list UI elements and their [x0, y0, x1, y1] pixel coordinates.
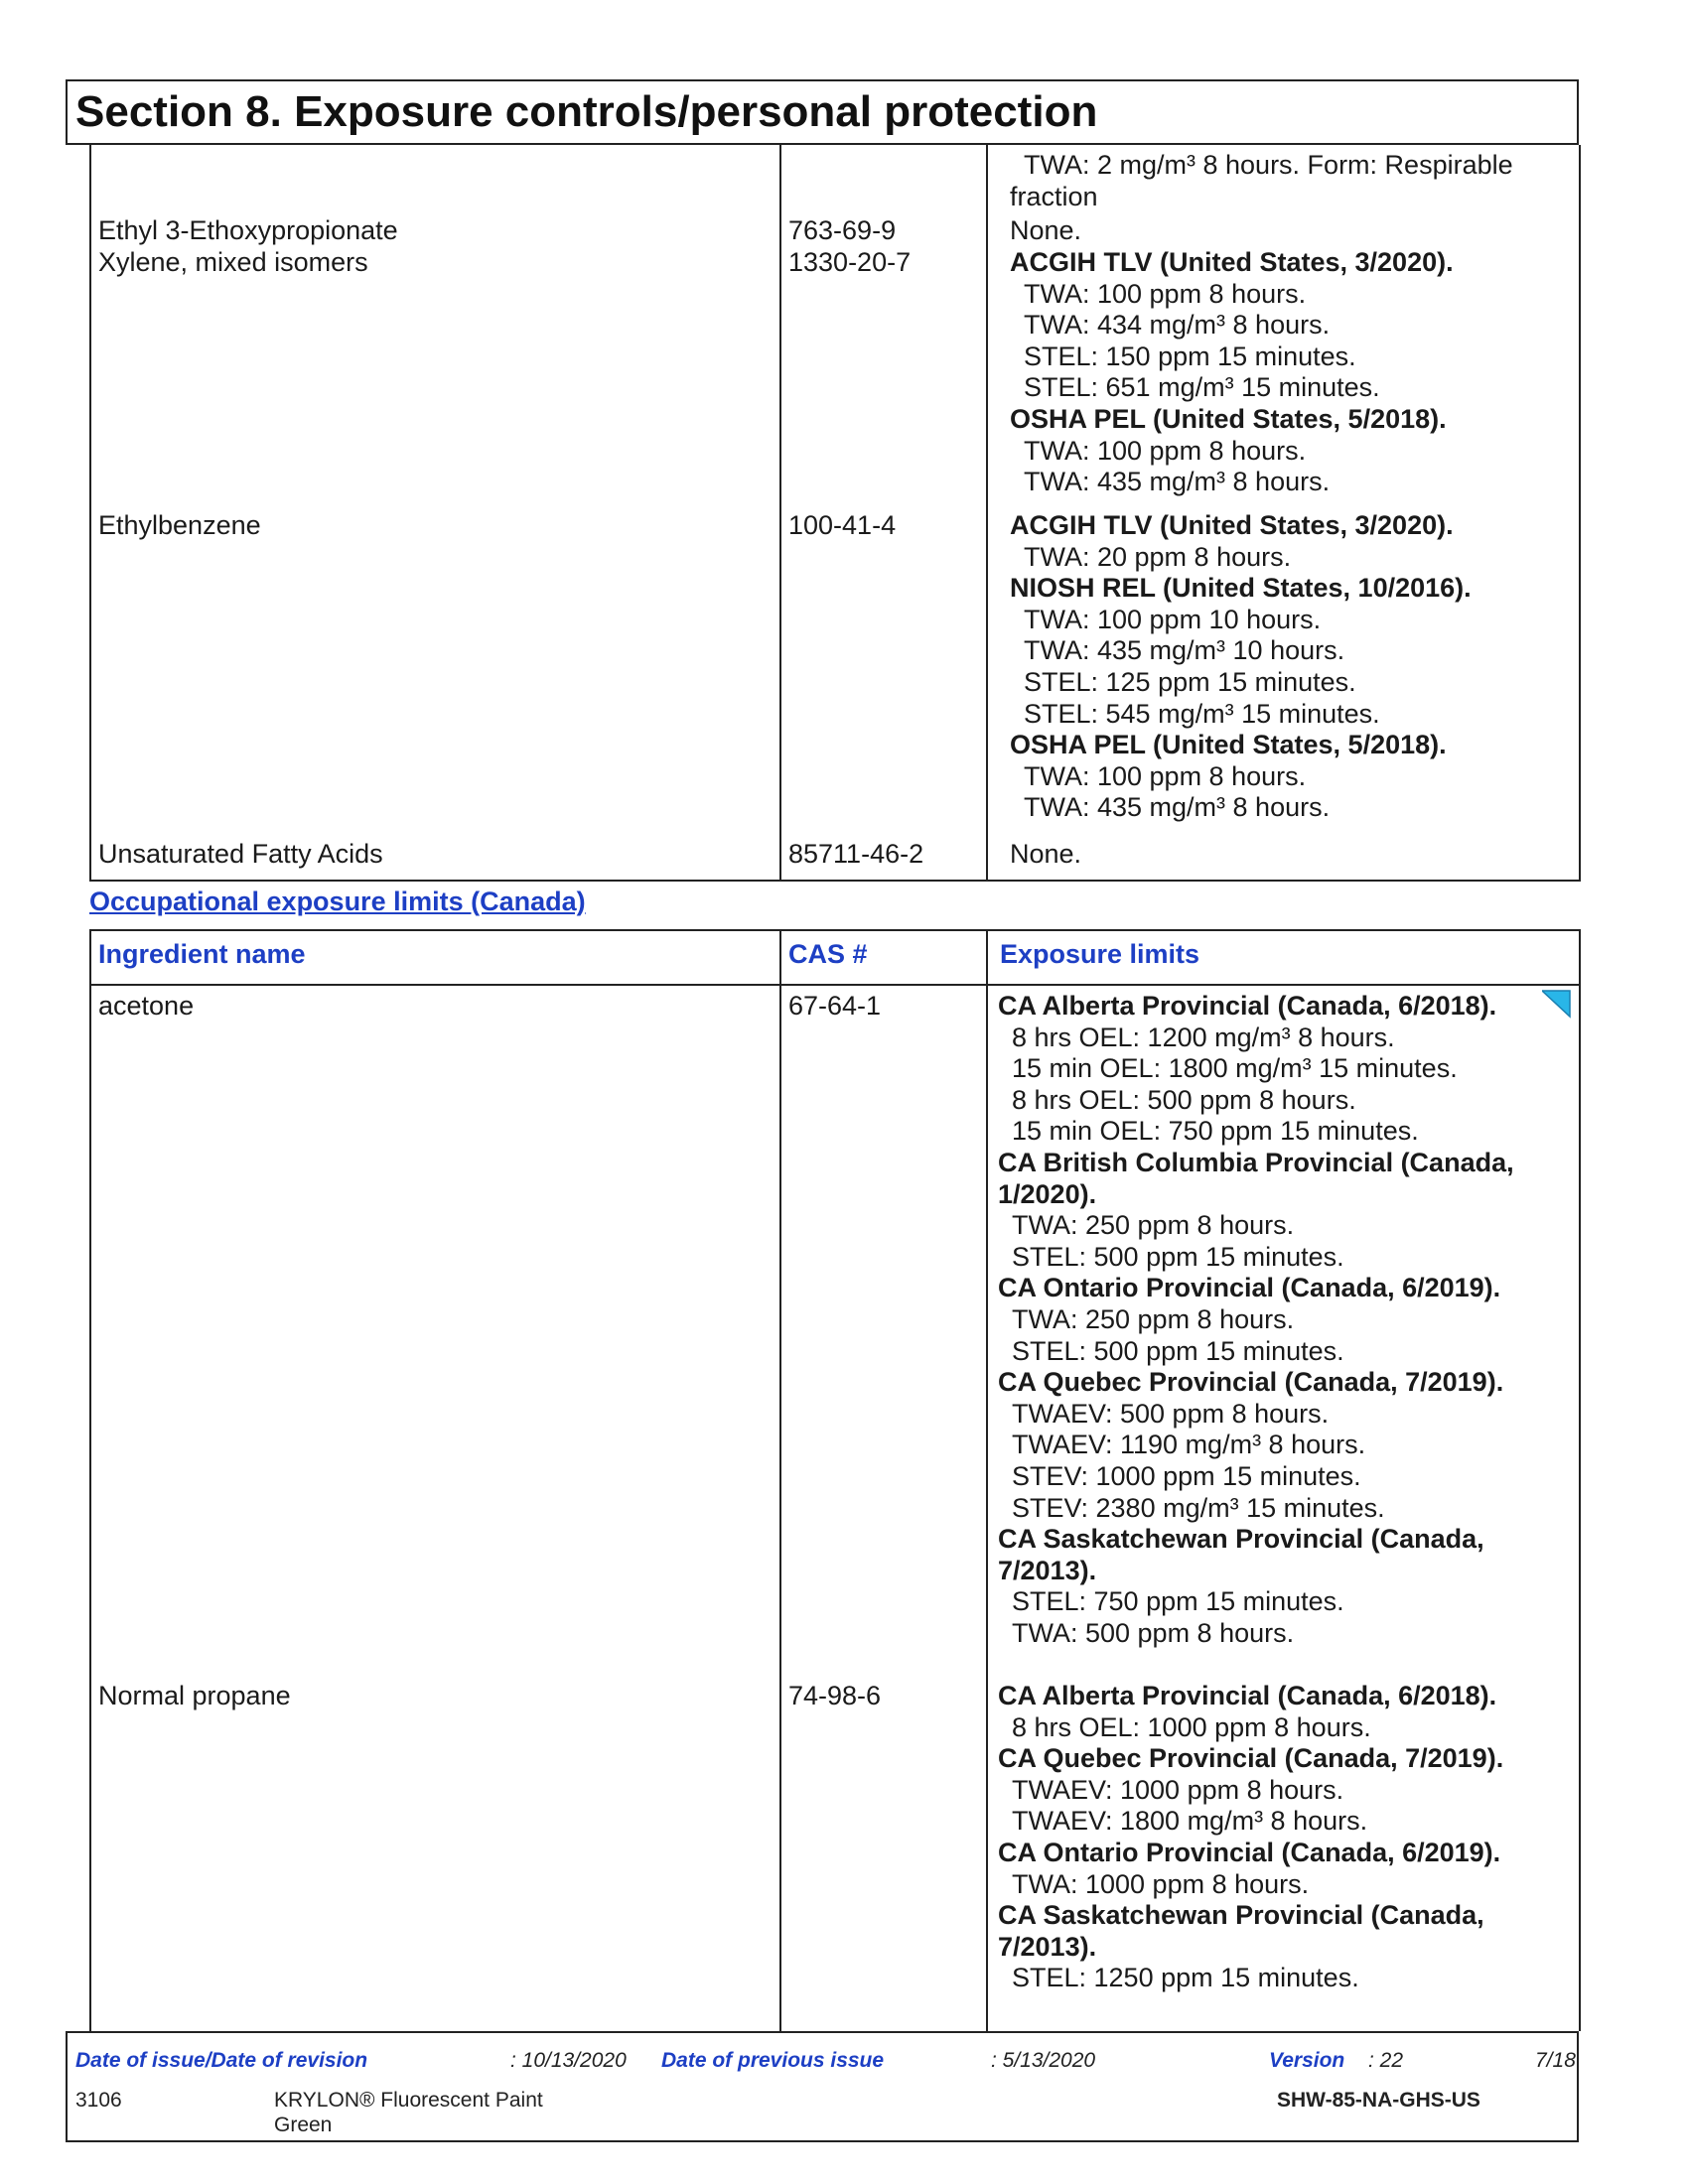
ingredient-name: acetone — [98, 991, 195, 1021]
product-code: 3106 — [75, 2089, 122, 2112]
column-divider — [779, 929, 781, 2031]
section-header — [66, 79, 1579, 145]
cas-number: 1330-20-7 — [788, 247, 912, 277]
exposure-limits: CA Alberta Provincial (Canada, 6/2018). 8 hrs OEL: 1000 ppm 8 hours. CA Quebec Provincial (Canada, 7/2019). TWAEV: 1000 ppm 8 hours. TWAEV: 1800 mg/m³ 8 hours. CA Ontario Provincial (Canada, 6/2019). TWA: 1000 ppm 8 hours. CA Saskatchewan Provincial (Canada, 7/2013). STEL: 1250 ppm 15 minutes. — [998, 1681, 1504, 1993]
column-divider — [779, 145, 781, 882]
cas-number: 74-98-6 — [788, 1681, 882, 1710]
exposure-limits: ACGIH TLV (United States, 3/2020). TWA: 20 ppm 8 hours. NIOSH REL (United States, 10/2016). TWA: 100 ppm 10 hours. TWA: 435 mg/m³ 10 hours. STEL: 125 ppm 15 minutes. STEL: 545 mg/m³ 15 minutes. OSHA PEL (United States, 5/2018). TWA: 100 ppm 8 hours. TWA: 435 mg/m³ 8 hours. — [1010, 510, 1472, 823]
canada-exposure-limits-link[interactable]: Occupational exposure limits (Canada) — [89, 887, 586, 916]
cas-number: 85711-46-2 — [788, 839, 924, 869]
cas-number: 763-69-9 — [788, 215, 897, 245]
header-row-divider — [89, 984, 1581, 986]
table-border-left — [89, 145, 91, 882]
previous-issue-label: Date of previous issue — [661, 2049, 885, 2072]
exposure-limits: CA Alberta Provincial (Canada, 6/2018). 8 hrs OEL: 1200 mg/m³ 8 hours. 15 min OEL: 1800 mg/m³ 15 minutes. 8 hrs OEL: 500 ppm 8 hours. 15 min OEL: 750 ppm 15 minutes. CA British Columbia Provincial (Canada, 1/2020). TWA: 250 ppm 8 hours. STEL: 500 ppm 15 minutes. CA Ontario Provincial (Canada, 6/2019). TWA: 250 ppm 8 hours. STEL: 500 ppm 15 minutes. CA Quebec Provincial (Canada, 7/2019). TWAEV: 500 ppm 8 hours. TWAEV: 1190 mg/m³ 8 hours. STEV: 1000 ppm 15 minutes. STEV: 2380 mg/m³ 15 minutes. CA Saskatchewan Provincial (Canada, 7/2013). STEL: 750 ppm 15 minutes. TWA: 500 ppm 8 hours. — [998, 991, 1514, 1648]
table-border-right — [1579, 929, 1581, 2031]
change-marker-shape — [1542, 991, 1570, 1017]
exposure-limits: ACGIH TLV (United States, 3/2020). TWA: 100 ppm 8 hours. TWA: 434 mg/m³ 8 hours. STEL: 150 ppm 15 minutes. STEL: 651 mg/m³ 15 minutes. OSHA PEL (United States, 5/2018). TWA: 100 ppm 8 hours. TWA: 435 mg/m³ 8 hours. — [1010, 247, 1454, 497]
change-marker-icon — [1542, 989, 1572, 1019]
column-divider — [986, 929, 988, 2031]
table-border-top — [89, 929, 1581, 931]
ingredient-name: Xylene, mixed isomers — [98, 247, 368, 277]
table-border-left — [89, 929, 91, 2031]
table-border-bottom — [89, 880, 1581, 882]
document-code: SHW-85-NA-GHS-US — [1277, 2089, 1480, 2112]
page-footer — [66, 2031, 1579, 2142]
ingredient-name: Normal propane — [98, 1681, 291, 1710]
ingredient-name: Unsaturated Fatty Acids — [98, 839, 383, 869]
previous-issue-value: : 5/13/2020 — [991, 2049, 1096, 2072]
cas-number: 100-41-4 — [788, 510, 897, 540]
product-name: KRYLON® Fluorescent Paint — [274, 2089, 543, 2112]
version-value: : 22 — [1368, 2049, 1404, 2072]
column-divider — [986, 145, 988, 882]
exposure-limit: None. — [1010, 839, 1082, 869]
product-name-variant: Green — [274, 2114, 333, 2136]
version-label: Version — [1269, 2049, 1345, 2072]
table-border-right — [1579, 145, 1581, 882]
cas-number: 67-64-1 — [788, 991, 882, 1021]
issue-date-value: : 10/13/2020 — [510, 2049, 627, 2072]
ingredient-name: Ethylbenzene — [98, 510, 261, 540]
column-header-limits: Exposure limits — [1000, 939, 1200, 969]
column-header-ingredient: Ingredient name — [98, 939, 306, 969]
issue-date-label: Date of issue/Date of revision — [75, 2049, 368, 2072]
exposure-limit: None. — [1010, 215, 1082, 245]
page-number: 7/18 — [1535, 2049, 1576, 2072]
continued-limit: TWA: 2 mg/m³ 8 hours. Form: Respirable fraction — [1010, 150, 1513, 211]
section-title: Section 8. Exposure controls/personal protection — [75, 87, 1098, 136]
column-header-cas: CAS # — [788, 939, 868, 969]
ingredient-name: Ethyl 3-Ethoxypropionate — [98, 215, 398, 245]
